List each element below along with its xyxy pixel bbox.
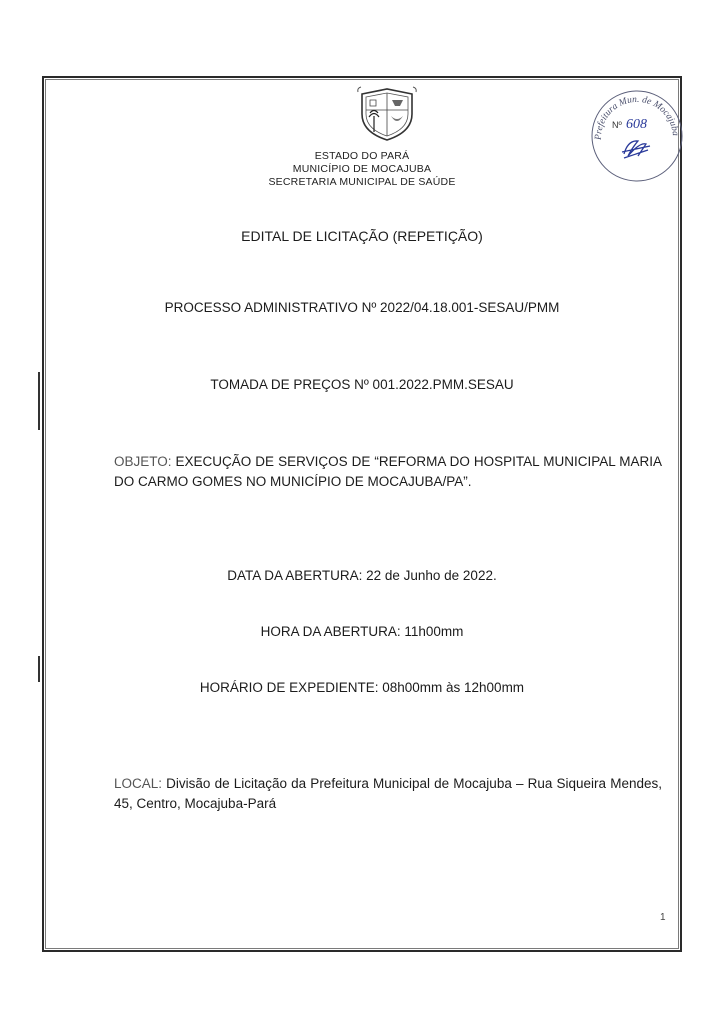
stamp-number-value: 608: [626, 117, 647, 132]
object-text: EXECUÇÃO DE SERVIÇOS DE “REFORMA DO HOSPITAL MUNICIPAL MARIA DO CARMO GOMES NO MUNICÍPIO DE MOCAJUBA/PA”.: [114, 454, 662, 489]
opening-date-label: DATA DA ABERTURA:: [227, 568, 363, 583]
location-label: LOCAL:: [114, 776, 163, 791]
office-hours: [0, 680, 724, 695]
stamp-signature: [622, 141, 650, 158]
opening-date: [0, 568, 724, 583]
opening-date-value: 22 de Junho de 2022.: [366, 568, 497, 583]
page-border-inner: [45, 79, 679, 949]
stamp-ring-text: Prefeitura Mun. de Mocajuba: [593, 94, 681, 141]
opening-time: [0, 624, 724, 639]
location-text: Divisão de Licitação da Prefeitura Municipal de Mocajuba – Rua Siqueira Mendes, 45, Centro, Mocajuba-Pará: [114, 776, 662, 811]
opening-time-value: 11h00mm: [404, 624, 464, 639]
process-number: PROCESSO ADMINISTRATIVO Nº 2022/04.18.001-SESAU/PMM: [164, 300, 560, 315]
object-paragraph: [114, 452, 662, 492]
stamp-number-label: Nº: [612, 120, 622, 130]
location-paragraph: [114, 774, 662, 814]
protocol-stamp: [588, 86, 686, 184]
office-hours-label: HORÁRIO DE EXPEDIENTE:: [199, 680, 379, 695]
opening-time-label: HORA DA ABERTURA:: [260, 624, 401, 639]
header-state: ESTADO DO PARÁ: [314, 150, 410, 162]
page-number: 1: [660, 912, 666, 923]
tender-number: TOMADA DE PREÇOS Nº 001.2022.PMM.SESAU: [210, 377, 514, 392]
scan-edge-mark: [38, 656, 40, 682]
coat-of-arms-icon: [356, 86, 418, 142]
header-secretariat: SECRETARIA MUNICIPAL DE SAÚDE: [268, 176, 456, 188]
document-title: EDITAL DE LICITAÇÃO (REPETIÇÃO): [241, 228, 483, 244]
office-hours-value: 08h00mm às 12h00mm: [382, 680, 525, 695]
header-municipality: MUNICÍPIO DE MOCAJUBA: [292, 163, 432, 175]
object-label: OBJETO:: [114, 454, 172, 469]
